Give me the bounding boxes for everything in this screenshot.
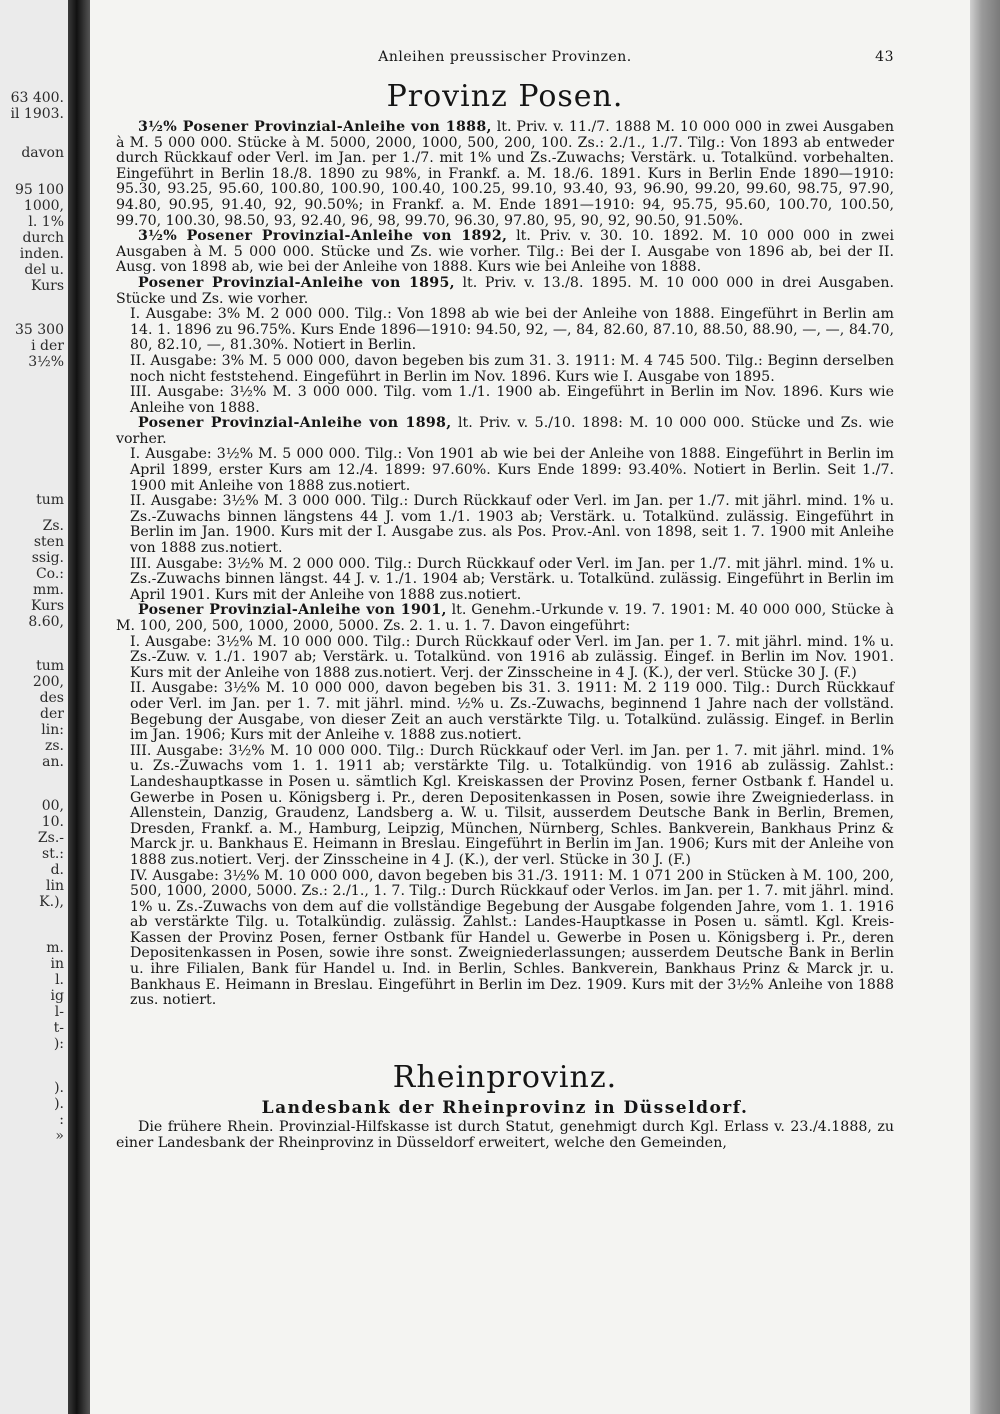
loan-text: lt. Priv. v. 5./10. 1898: M. 10 000 000. Stücke und Zs. wie vorher. (116, 415, 895, 447)
facing-page-fragment: 00, (41, 798, 64, 814)
facing-page-fragment: inden. (19, 246, 64, 262)
facing-page-fragment: sten (33, 534, 64, 550)
facing-page-fragment: d. (50, 862, 64, 878)
section-title-rheinprovinz: Rheinprovinz. (392, 1059, 618, 1095)
loan-paragraph (116, 494, 894, 556)
facing-page-fragment: 10. (41, 814, 64, 830)
facing-page-fragment: st.: (42, 846, 64, 862)
loan-paragraph (116, 229, 894, 276)
loan-paragraph (116, 120, 894, 229)
facing-page-fragment: l. (55, 972, 64, 988)
bank-intro-paragraph: Die frühere Rhein. Provinzial-Hilfskasse ist durch Statut, genehmigt durch Kgl. Erlass v. 23./4.1888, zu einer Landesbank der Rheinprovinz in Düsseldorf erweitert, welche den Gemeinden, (116, 1119, 894, 1152)
facing-page-fragment: Co.: (35, 566, 64, 582)
loan-heading: 3½% Posener Provinzial-Anleihe von 1892, (138, 228, 508, 245)
facing-page-fragment: lin (46, 878, 64, 894)
running-head (116, 50, 894, 72)
facing-page-fragment: mm. (32, 582, 64, 598)
loan-heading: 3½% Posener Provinzial-Anleihe von 1888, (138, 119, 492, 135)
loan-paragraph (116, 635, 894, 682)
page-number: 43 (875, 49, 894, 65)
facing-page-fragment: 35 300 (15, 322, 64, 338)
loan-text: I. Ausgabe: 3½% M. 5 000 000. Tilg.: Von 1901 ab wie bei der Anleihe von 1888. Eingeführt in Berlin im April 1899, erster Kurs am 12./4. 1899: 97.60%. Kurs Ende 1899: 93.40%. Notiert in Berlin. Seit 1./7. 1900 mit Anleihe von 1888 zus.notiert. (130, 446, 894, 494)
page-edge-shadow (970, 0, 1000, 1414)
page-content (116, 50, 894, 1152)
facing-page-fragment: ig (50, 988, 64, 1004)
facing-page-fragment: des (39, 690, 64, 706)
loan-paragraph (116, 557, 894, 604)
facing-page-fragment: tum (36, 492, 64, 508)
book-gutter (68, 0, 90, 1414)
facing-page-fragment: K.), (39, 894, 64, 910)
loan-text: lt. Priv. v. 13./8. 1895. M. 10 000 000 in drei Ausgaben. Stücke und Zs. wie vorher. (116, 274, 894, 307)
loan-text: III. Ausgabe: 3½% M. 10 000 000. Tilg.: Durch Rückkauf oder Verl. im Jan. per 1. 7. mit jährl. mind. 1% u. Zs.-Zuwachs vom 1. 1. 1911 ab; verstärkte Tilg. u. Totalkündig. von 1916 ab zulässig. Zahlst.: Landeshauptkasse in Posen u. sämtlich Kgl. Kreiskassen der Provinz Posen, ferner Ostbank f. Handel u. Gewerbe in Posen u. Königsberg i. Pr., deren Depositenkassen in Posen, sowie ihre Zweigniederlass. in Allenstein, Danzig, Graudenz, Landsberg a. W. u. Tilsit, ausserdem Deutsche Bank in Berlin, Bremen, Dresden, Frankf. a. M., Hamburg, Leipzig, München, Nürnberg, Schles. Bankverein, Bankhaus Prinz & Marck jr. u. Bankhaus E. Heimann in Breslau. Eingeführt in Berlin im Jan. 1906; Kurs mit der Anleihe von 1888 zus.notiert. Verj. der Zinsscheine in 4 J. (K.), der verl. Stücke in 30 J. (F.) (130, 742, 894, 868)
facing-page-fragment: 63 400. (10, 90, 64, 106)
facing-page-fragment: ). (54, 1080, 64, 1096)
loan-text: II. Ausgabe: 3½% M. 3 000 000. Tilg.: Durch Rückkauf oder Verl. im Jan. per 1./7. mit jährl. mind. 1% u. Zs.-Zuwachs binnen längstens 44 J. vom 1./1. 1903 ab; Verstärk. u. Totalkünd. zulässig. Eingeführt in Berlin im Jan. 1900. Kurs mit der I. Ausgabe zus. als Pos. Prov.-Anl. von 1898, seit 1. 7. 1900 mit Anleihe von 1888 zus.notiert. (130, 493, 894, 557)
facing-page-fragment: der (40, 706, 64, 722)
running-head-title: Anleihen preussischer Provinzen. (378, 49, 632, 65)
posen-loans-body (116, 120, 894, 1009)
loan-paragraph (116, 416, 894, 447)
bank-heading: Landesbank der Rheinprovinz in Düsseldorf. (261, 1097, 749, 1118)
loan-paragraph (116, 307, 894, 354)
facing-page-fragment: Kurs (30, 278, 64, 294)
facing-page-fragment: ): (53, 1036, 64, 1052)
loan-text: II. Ausgabe: 3% M. 5 000 000, davon begeben bis zum 31. 3. 1911: M. 4 745 500. Tilg.: Beginn derselben noch nicht feststehend. Eingeführt in Berlin im Nov. 1896. Kurs wie I. Ausgabe von 1895. (130, 352, 894, 385)
facing-page-fragment: lin: (41, 722, 64, 738)
facing-page-fragment: » (55, 1128, 64, 1144)
loan-text: I. Ausgabe: 3% M. 2 000 000. Tilg.: Von 1898 ab wie bei der Anleihe von 1888. Eingeführt in Berlin am 14. 1. 1896 zu 96.75%. Kurs Ende 1896—1910: 94.50, 92, —, 84, 82.60, 87.10, 88.50, 88.90, —, —, 84.70, 80, 82.10, —, 81.30%. Notiert in Berlin. (130, 306, 894, 354)
facing-page-fragment: 3½% (28, 354, 64, 370)
facing-page-fragment: durch (22, 230, 64, 246)
facing-page-fragment: an. (42, 754, 64, 770)
facing-page-fragment: ssig. (31, 550, 64, 566)
facing-page-fragment: davon (21, 145, 64, 161)
facing-page-edge (0, 0, 68, 1414)
facing-page-fragment: zs. (44, 738, 64, 754)
facing-page-fragment: 200, (32, 674, 64, 690)
loan-text: lt. Priv. v. 30. 10. 1892. M. 10 000 000 in zwei Ausgaben à M. 5 000 000. Stücke und Zs. wie vorher. Tilg.: Bei der I. Ausgabe von 1896 ab, bei der II. Ausg. von 1898 ab, wie bei der Anleihe von 1888. Kurs wie bei Anleihe von 1888. (116, 228, 894, 276)
loan-paragraph (116, 276, 894, 307)
loan-paragraph (116, 744, 894, 869)
facing-page-fragment: ). (54, 1096, 64, 1112)
facing-page-fragment: in (50, 956, 64, 972)
facing-page-fragment: Kurs (30, 598, 64, 614)
document-page (90, 0, 970, 1414)
loan-paragraph (116, 681, 894, 743)
facing-page-fragment: Zs. (42, 518, 64, 534)
loan-text: lt. Genehm.-Urkunde v. 19. 7. 1901: M. 40 000 000, Stücke à M. 100, 200, 500, 1000, 2000, 5000. Zs. 2. 1. u. 1. 7. Davon eingeführt: (116, 602, 895, 634)
loan-paragraph (116, 354, 894, 385)
facing-page-fragment: 1000, (23, 198, 64, 214)
facing-page-fragment: i der (31, 338, 64, 354)
facing-page-fragment: Zs.- (37, 830, 64, 846)
facing-page-fragment: m. (46, 940, 64, 956)
facing-page-fragment: 95 100 (15, 182, 64, 198)
loan-heading: Posener Provinzial-Anleihe von 1895, (138, 274, 455, 291)
loan-paragraph (116, 603, 894, 634)
loan-text: II. Ausgabe: 3½% M. 10 000 000, davon begeben bis 31. 3. 1911: M. 2 119 000. Tilg.: Durch Rückkauf oder Verl. im Jan. per 1. 7. mit jährl. mind. ½% u. Zs.-Zuwachs, beginnend 1 Jahre nach der vollständ. Begebung der Ausgabe, von dieser Zeit an auch verstärkte Tilg. u. Totalkünd. zulässig. Eingef. in Berlin im Jan. 1906; Kurs mit der Anleihe v. 1888 zus.notiert. (130, 680, 894, 744)
facing-page-fragment: 8.60, (28, 614, 64, 630)
loan-text: I. Ausgabe: 3½% M. 10 000 000. Tilg.: Durch Rückkauf oder Verl. im Jan. per 1. 7. mit jährl. mind. 1% u. Zs.-Zuw. v. 1./1. 1907 ab; Verstärk. u. Totalkünd. von 1916 ab zulässig. Eingef. in Berlin im Nov. 1901. Kurs mit der Anleihe von 1888 zus.notiert. Verj. der Zinsscheine in 4 J. (K.), der verl. Stücke 30 J. (F.) (130, 633, 894, 681)
facing-page-fragment: l- (54, 1004, 64, 1020)
facing-page-fragment: t- (53, 1020, 64, 1036)
facing-page-fragment: il 1903. (10, 106, 64, 122)
loan-heading: Posener Provinzial-Anleihe von 1901, (138, 602, 447, 619)
loan-text: III. Ausgabe: 3½% M. 2 000 000. Tilg.: Durch Rückkauf oder Verl. im Jan. per 1./7. mit jährl. mind. 1% u. Zs.-Zuwachs binnen längst. 44 J. v. 1./1. 1904 ab; Verstärk. u. Totalkünd. zulässig. Eingeführt in Berlin im April 1901. Kurs mit der Anleihe von 1888 zus.notiert. (130, 555, 894, 603)
facing-page-fragment: l. 1% (28, 214, 64, 230)
loan-text: lt. Priv. v. 11./7. 1888 M. 10 000 000 in zwei Ausgaben à M. 5 000 000. Stücke à M. 5000, 2000, 1000, 500, 200, 100. Zs.: 2./1., 1./7. Tilg.: Von 1893 ab entweder durch Rückkauf oder Verl. im Jan. per 1./7. mit 1% und Zs.-Zuwachs; Verstärk. u. Totalkünd. vorbehalten. Eingeführt in Berlin 18./8. 1890 zu 98%, in Frankf. a. M. 18./6. 1891. Kurs in Berlin Ende 1890—1910: 95.30, 93.25, 95.60, 100.80, 100.90, 100.40, 100.25, 99.10, 93.40, 93, 96.90, 99.20, 99.60, 98.75, 97.90, 94.80, 90.95, 91.40, 92, 90.50%; in Frankf. a. M. Ende 1891—1910: 94, 95.75, 95.60, 100.70, 100.50, 99.70, 100.30, 98.50, 93, 92.40, 96, 98, 99.70, 96.30, 97.80, 95, 90, 92, 90.50, 91.50%. (116, 119, 894, 229)
facing-page-fragment: tum (36, 658, 64, 674)
facing-page-fragment: : (59, 1112, 64, 1128)
loan-paragraph (116, 869, 894, 1009)
facing-page-fragment: del u. (24, 262, 64, 278)
section-title-posen: Provinz Posen. (386, 79, 624, 114)
loan-text: IV. Ausgabe: 3½% M. 10 000 000, davon begeben bis 31./3. 1911: M. 1 071 200 in Stücken à M. 100, 200, 500, 1000, 2000, 5000. Zs.: 2./1., 1. 7. Tilg.: Durch Rückkauf oder Verlos. im Jan. per 1. 7. mit jährl. mind. 1% u. Zs.-Zuwachs von dem auf die vollständige Begebung der Ausgabe folgenden Jahre, vom 1. 1. 1916 ab verstärkte Tilg. u. Totalkündig. zulässig. Zahlst.: Landes-Hauptkasse in Posen u. sämtl. Kgl. Kreis-Kassen der Provinz Posen, ferner Ostbank für Handel u. Gewerbe in Posen u. Königsberg i. Pr., deren Depositenkassen in Posen, sowie ihre sonst. Zweigniederlassungen; ausserdem Deutsche Bank in Berlin u. ihre Filialen, Bank für Handel u. Ind. in Berlin, Schles. Bankverein, Bankhaus Prinz & Marck jr. u. Bankhaus E. Heimann in Breslau. Eingeführt in Berlin im Dez. 1909. Kurs mit der 3½% Anleihe von 1888 zus. notiert. (130, 867, 894, 1009)
loan-paragraph (116, 447, 894, 494)
loan-text: III. Ausgabe: 3½% M. 3 000 000. Tilg. vom 1./1. 1900 ab. Eingeführt in Berlin im Nov. 1896. Kurs wie Anleihe von 1888. (130, 384, 894, 416)
loan-heading: Posener Provinzial-Anleihe von 1898, (138, 415, 452, 432)
loan-paragraph (116, 385, 894, 416)
